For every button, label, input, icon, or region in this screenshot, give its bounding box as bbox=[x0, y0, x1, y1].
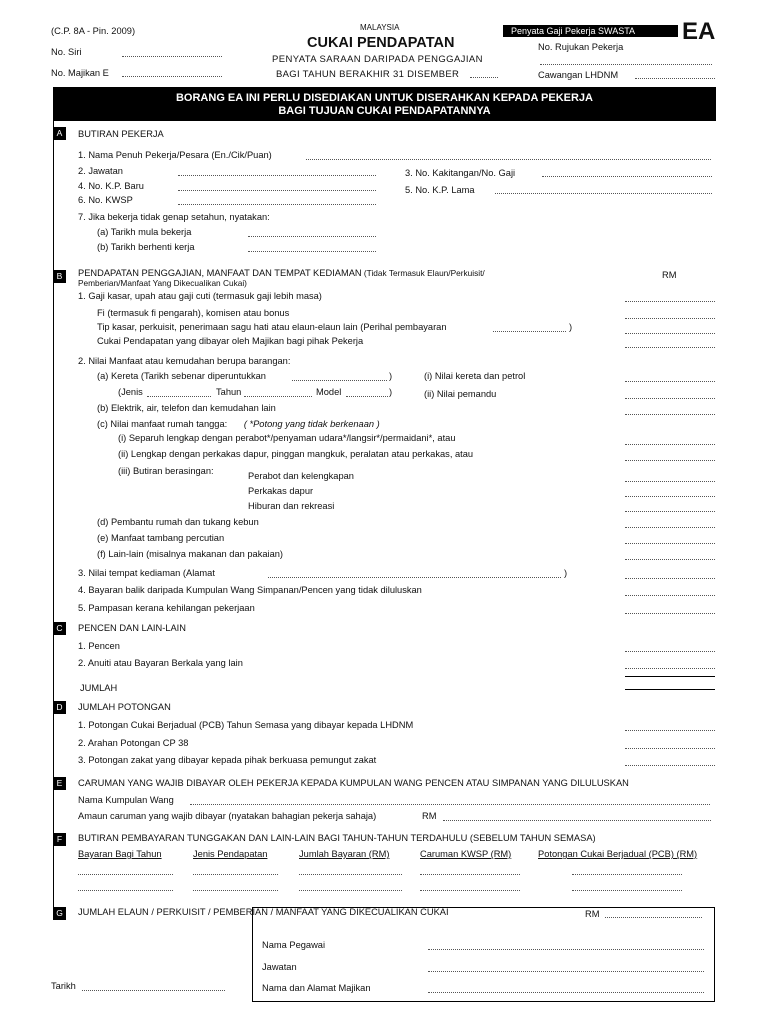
b2f-label: (f) Lain-lain (misalnya makanan dan pakaian) bbox=[97, 549, 284, 559]
b2b-amount[interactable] bbox=[625, 414, 715, 415]
b2d-amount[interactable] bbox=[625, 527, 715, 528]
b2c-iii-3-amount[interactable] bbox=[625, 511, 715, 512]
b1-label: 1. Gaji kasar, upah atau gaji cuti (termasuk gaji lebih masa) bbox=[78, 291, 322, 301]
b2a-i-amount[interactable] bbox=[625, 381, 715, 382]
b2e-label: (e) Manfaat tambang percutian bbox=[97, 533, 225, 543]
a7b-label: (b) Tarikh berhenti kerja bbox=[97, 242, 195, 252]
b2a-date-field[interactable] bbox=[292, 380, 387, 381]
officer-name-field[interactable] bbox=[428, 949, 704, 950]
b2c-label bbox=[97, 420, 380, 429]
b3-amount[interactable] bbox=[625, 578, 715, 579]
b1c-label: Cukai Pendapatan yang dibayar oleh Majikan bagi pihak Pekerja bbox=[97, 336, 364, 346]
b2a-model-label: Model bbox=[316, 387, 342, 397]
b4-label: 4. Bayaran balik daripada Kumpulan Wang Simpanan/Pencen yang tidak diluluskan bbox=[78, 585, 422, 595]
b3-address-field[interactable] bbox=[268, 577, 561, 578]
b1b-text: Tip kasar, perkuisit, penerimaan sagu hati atau elaun-elaun lain (Perihal pembayaran bbox=[97, 322, 447, 332]
b2c-ii-label: (ii) Lengkap dengan perkakas dapur, pinggan mangkuk, peralatan atau perkakas, atau bbox=[118, 449, 474, 459]
b2f-amount[interactable] bbox=[625, 559, 715, 560]
b2-label: 2. Nilai Manfaat atau kemudahan berupa barangan: bbox=[78, 356, 291, 366]
a5-field[interactable] bbox=[495, 193, 712, 194]
form-subtitle: PENYATA SARAAN DARIPADA PENGGAJIAN bbox=[272, 54, 483, 65]
f-col-pcb: Potongan Cukai Berjadual (PCB) (RM) bbox=[538, 849, 698, 859]
b2a-jenis-label: (Jenis bbox=[118, 387, 143, 397]
date-label: Tarikh bbox=[51, 981, 76, 991]
b2a-tahun-label: Tahun bbox=[216, 387, 242, 397]
form-title: CUKAI PENDAPATAN bbox=[307, 35, 455, 51]
f-row2-year[interactable] bbox=[78, 890, 173, 891]
b2a-ii-amount[interactable] bbox=[625, 398, 715, 399]
f-row1-kwsp[interactable] bbox=[420, 874, 520, 875]
b2a-close-paren-2: ) bbox=[389, 387, 393, 397]
section-b-title-line2: Pemberian/Manfaat Yang Dikecualikan Cukai) bbox=[78, 278, 247, 288]
b1b-close-paren: ) bbox=[569, 322, 573, 332]
no-siri-label: No. Siri bbox=[51, 47, 82, 57]
cawangan-label: Cawangan LHDNM bbox=[538, 70, 619, 80]
f-row2-type[interactable] bbox=[193, 890, 278, 891]
f-row1-year[interactable] bbox=[78, 874, 173, 875]
date-field[interactable] bbox=[82, 990, 225, 991]
officer-name-label: Nama Pegawai bbox=[262, 940, 326, 950]
a1-label: 1. Nama Penuh Pekerja/Pesara (En./Cik/Puan) bbox=[78, 150, 272, 160]
b2c-note: ( *Potong yang tidak berkenaan ) bbox=[243, 419, 380, 429]
b2a-ii-label: (ii) Nilai pemandu bbox=[424, 389, 497, 399]
form-year-label: BAGI TAHUN BERAKHIR 31 DISEMBER bbox=[276, 69, 460, 80]
f-row2-pcb[interactable] bbox=[572, 890, 682, 891]
a5-label: 5. No. K.P. Lama bbox=[405, 185, 475, 195]
b2c-text: (c) Nilai manfaat rumah tangga: bbox=[97, 419, 228, 429]
c1-label: 1. Pencen bbox=[78, 641, 120, 651]
section-g-title: JUMLAH ELAUN / PERKUISIT / PEMBERIAN / MANFAAT YANG DIKECUALIKAN CUKAI bbox=[78, 907, 449, 917]
a3-field[interactable] bbox=[542, 176, 712, 177]
b2e-amount[interactable] bbox=[625, 543, 715, 544]
section-c-marker: C bbox=[53, 622, 66, 635]
a4-label: 4. No. K.P. Baru bbox=[78, 181, 144, 191]
b1a-amount[interactable] bbox=[625, 318, 715, 319]
d2-label: 2. Arahan Potongan CP 38 bbox=[78, 738, 189, 748]
b3-label: 3. Nilai tempat kediaman (Alamat bbox=[78, 568, 215, 578]
a7-label: 7. Jika bekerja tidak genap setahun, nyatakan: bbox=[78, 212, 270, 222]
officer-position-field[interactable] bbox=[428, 971, 704, 972]
c-total-label: JUMLAH bbox=[80, 683, 118, 693]
b2c-iii-2-label: Perkakas dapur bbox=[248, 486, 314, 496]
a6-label: 6. No. KWSP bbox=[78, 195, 133, 205]
e-rm-label: RM bbox=[422, 811, 437, 821]
d2-amount[interactable] bbox=[625, 748, 715, 749]
b2b-label: (b) Elektrik, air, telefon dan kemudahan lain bbox=[97, 403, 276, 413]
d3-amount[interactable] bbox=[625, 765, 715, 766]
b2a-i-label: (i) Nilai kereta dan petrol bbox=[424, 371, 526, 381]
section-f-marker: F bbox=[53, 833, 66, 846]
e-fund-name-label: Nama Kumpulan Wang bbox=[78, 795, 174, 805]
notice-line-1: BORANG EA INI PERLU DISEDIAKAN UNTUK DISERAHKAN KEPADA PEKERJA bbox=[175, 92, 593, 104]
b2d-label: (d) Pembantu rumah dan tukang kebun bbox=[97, 517, 259, 527]
a7a-field[interactable] bbox=[248, 236, 376, 237]
ea-mark: EA bbox=[682, 18, 716, 45]
section-d-marker: D bbox=[53, 701, 66, 714]
notice-line-2: BAGI TUJUAN CUKAI PENDAPATANNYA bbox=[278, 105, 491, 117]
b5-amount[interactable] bbox=[625, 613, 715, 614]
c-total-amount[interactable] bbox=[625, 689, 715, 690]
d1-label: 1. Potongan Cukai Berjadual (PCB) Tahun Semasa yang dibayar kepada LHDNM bbox=[78, 720, 414, 730]
section-c-title: PENCEN DAN LAIN-LAIN bbox=[78, 623, 186, 633]
f-row1-type[interactable] bbox=[193, 874, 278, 875]
section-d-title: JUMLAH POTONGAN bbox=[78, 702, 171, 712]
section-b-title-main: PENDAPATAN PENGGAJIAN, MANFAAT DAN TEMPAT KEDIAMAN bbox=[78, 268, 362, 278]
section-b-title-rest: (Tidak Termasuk Elaun/Perkuisit/ bbox=[361, 268, 485, 278]
notice-banner bbox=[53, 87, 716, 121]
country-label: MALAYSIA bbox=[360, 23, 400, 32]
a2-label: 2. Jawatan bbox=[78, 166, 123, 176]
b2c-iii-1-amount[interactable] bbox=[625, 481, 715, 482]
a3-label: 3. No. Kakitangan/No. Gaji bbox=[405, 168, 516, 178]
private-employee-badge: Penyata Gaji Pekerja SWASTA bbox=[503, 25, 678, 37]
c-total-rule bbox=[625, 676, 715, 677]
b2c-iii-1-label: Perabot dan kelengkapan bbox=[248, 471, 354, 481]
f-row2-payment[interactable] bbox=[299, 890, 402, 891]
no-rujukan-label: No. Rujukan Pekerja bbox=[538, 42, 624, 52]
e-fund-name-field[interactable] bbox=[190, 804, 710, 805]
a1-field[interactable] bbox=[306, 159, 711, 160]
b2a-close-paren: ) bbox=[389, 371, 393, 381]
employer-name-address-label: Nama dan Alamat Majikan bbox=[262, 983, 371, 993]
f-col-kwsp: Caruman KWSP (RM) bbox=[420, 849, 512, 859]
c2-amount[interactable] bbox=[625, 668, 715, 669]
section-b-rm: RM bbox=[662, 270, 677, 280]
section-e-title: CARUMAN YANG WAJIB DIBAYAR OLEH PEKERJA KEPADA KUMPULAN WANG PENCEN ATAU SIMPANAN YANG DILULUSKAN bbox=[78, 778, 629, 788]
b1a-label: Fi (termasuk fi pengarah), komisen atau bonus bbox=[97, 308, 290, 318]
b2c-iii-label: (iii) Butiran berasingan: bbox=[118, 466, 214, 476]
b1b-label bbox=[97, 323, 447, 332]
b2c-iii-2-amount[interactable] bbox=[625, 496, 715, 497]
d3-label: 3. Potongan zakat yang dibayar kepada pihak berkuasa pemungut zakat bbox=[78, 755, 377, 765]
b2c-iii-3-label: Hiburan dan rekreasi bbox=[248, 501, 335, 511]
f-col-income-type: Jenis Pendapatan bbox=[193, 849, 268, 859]
b2a-jenis-field[interactable] bbox=[147, 396, 211, 397]
a7b-field[interactable] bbox=[248, 251, 376, 252]
f-col-payment: Jumlah Bayaran (RM) bbox=[299, 849, 390, 859]
b2a-label: (a) Kereta (Tarikh sebenar diperuntukkan bbox=[97, 371, 266, 381]
d1-amount[interactable] bbox=[625, 730, 715, 731]
cawangan-field[interactable] bbox=[635, 78, 715, 79]
section-g-rm-label: RM bbox=[585, 909, 600, 919]
form-code: (C.P. 8A - Pin. 2009) bbox=[51, 26, 136, 36]
section-g-marker: G bbox=[53, 907, 66, 920]
section-a-marker: A bbox=[53, 127, 66, 140]
b1b-amount[interactable] bbox=[625, 333, 715, 334]
b2c-i-label: (i) Separuh lengkap dengan perabot*/penyaman udara*/langsir*/permaidani*, atau bbox=[118, 433, 456, 443]
year-field[interactable] bbox=[470, 77, 498, 78]
b1c-amount[interactable] bbox=[625, 347, 715, 348]
officer-position-label: Jawatan bbox=[262, 962, 297, 972]
section-b-marker: B bbox=[53, 270, 66, 283]
b4-amount[interactable] bbox=[625, 595, 715, 596]
f-row2-kwsp[interactable] bbox=[420, 890, 520, 891]
employer-name-address-field[interactable] bbox=[428, 992, 704, 993]
a4-field[interactable] bbox=[178, 190, 376, 191]
b5-label: 5. Pampasan kerana kehilangan pekerjaan bbox=[78, 603, 255, 613]
section-e-marker: E bbox=[53, 777, 66, 790]
f-col-year: Bayaran Bagi Tahun bbox=[78, 849, 162, 859]
b2c-i-amount[interactable] bbox=[625, 444, 715, 445]
a6-field[interactable] bbox=[178, 204, 376, 205]
no-majikan-field[interactable] bbox=[122, 76, 222, 77]
no-siri-field[interactable] bbox=[122, 56, 222, 57]
no-rujukan-field[interactable] bbox=[540, 64, 712, 65]
section-a-title: BUTIRAN PEKERJA bbox=[78, 129, 164, 139]
c2-label: 2. Anuiti atau Bayaran Berkala yang lain bbox=[78, 658, 243, 668]
b1b-description-field[interactable] bbox=[493, 331, 566, 332]
b2a-model-field[interactable] bbox=[346, 396, 388, 397]
e-amount-label: Amaun caruman yang wajib dibayar (nyatakan bahagian pekerja sahaja) bbox=[78, 811, 377, 821]
f-row1-payment[interactable] bbox=[299, 874, 402, 875]
no-majikan-label: No. Majikan E bbox=[51, 68, 109, 78]
f-row1-pcb[interactable] bbox=[572, 874, 682, 875]
section-f-title: BUTIRAN PEMBAYARAN TUNGGAKAN DAN LAIN-LAIN BAGI TAHUN-TAHUN TERDAHULU (SEBELUM TAHUN SEMASA) bbox=[78, 833, 596, 843]
a2-field[interactable] bbox=[178, 175, 376, 176]
b3-close-paren: ) bbox=[564, 568, 568, 578]
a7a-label: (a) Tarikh mula bekerja bbox=[97, 227, 192, 237]
b2c-ii-amount[interactable] bbox=[625, 460, 715, 461]
b2a-tahun-field[interactable] bbox=[244, 396, 312, 397]
section-b-title bbox=[78, 269, 485, 278]
b1-amount[interactable] bbox=[625, 301, 715, 302]
e-amount-field[interactable] bbox=[443, 820, 711, 821]
c1-amount[interactable] bbox=[625, 651, 715, 652]
